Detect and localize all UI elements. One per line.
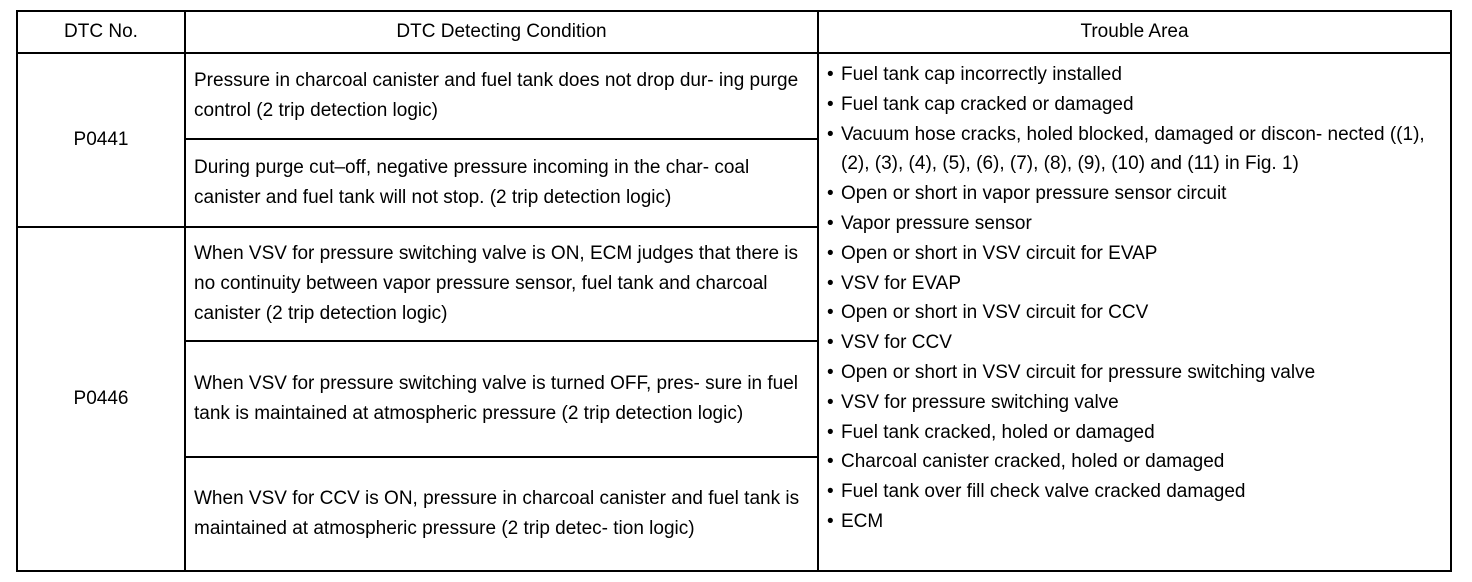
list-item: • VSV for CCV <box>825 328 1440 358</box>
list-item: • Fuel tank over fill check valve cracked damaged <box>825 477 1440 507</box>
dtc-code-p0441: P0441 <box>17 53 185 227</box>
header-row <box>17 11 1451 53</box>
list-item: • Fuel tank cap incorrectly installed <box>825 60 1440 90</box>
trouble-area-list <box>825 60 1440 537</box>
trouble-area-cell <box>818 53 1451 571</box>
condition-cell: When VSV for pressure switching valve is turned OFF, pres- sure in fuel tank is maintained at atmospheric pressure (2 trip detection logic) <box>185 341 818 457</box>
header-trouble-area: Trouble Area <box>818 11 1451 53</box>
dtc-table <box>16 10 1452 572</box>
list-item: • Open or short in VSV circuit for CCV <box>825 298 1440 328</box>
list-item: • Open or short in VSV circuit for EVAP <box>825 239 1440 269</box>
list-item: • Fuel tank cracked, holed or damaged <box>825 418 1440 448</box>
condition-cell: When VSV for CCV is ON, pressure in charcoal canister and fuel tank is maintained at atmospheric pressure (2 trip detec- tion logic) <box>185 457 818 571</box>
header-dtc-no: DTC No. <box>17 11 185 53</box>
list-item: • Fuel tank cap cracked or damaged <box>825 90 1440 120</box>
dtc-table-container <box>16 10 1450 570</box>
condition-cell: When VSV for pressure switching valve is ON, ECM judges that there is no continuity between vapor pressure sensor, fuel tank and charcoal canister (2 trip detection logic) <box>185 227 818 341</box>
list-item: • VSV for pressure switching valve <box>825 388 1440 418</box>
table-row <box>17 53 1451 139</box>
list-item: • Charcoal canister cracked, holed or damaged <box>825 447 1440 477</box>
condition-cell: During purge cut–off, negative pressure incoming in the char- coal canister and fuel tank will not stop. (2 trip detection logic) <box>185 139 818 227</box>
list-item: • Vacuum hose cracks, holed blocked, damaged or discon- nected ((1), (2), (3), (4), (5), (6), (7), (8), (9), (10) and (11) in Fig. 1) <box>825 120 1440 180</box>
header-detecting-condition: DTC Detecting Condition <box>185 11 818 53</box>
list-item: • ECM <box>825 507 1440 537</box>
dtc-code-p0446: P0446 <box>17 227 185 571</box>
list-item: • Vapor pressure sensor <box>825 209 1440 239</box>
condition-cell: Pressure in charcoal canister and fuel tank does not drop dur- ing purge control (2 trip detection logic) <box>185 53 818 139</box>
list-item: • VSV for EVAP <box>825 269 1440 299</box>
list-item: • Open or short in VSV circuit for pressure switching valve <box>825 358 1440 388</box>
list-item: • Open or short in vapor pressure sensor circuit <box>825 179 1440 209</box>
